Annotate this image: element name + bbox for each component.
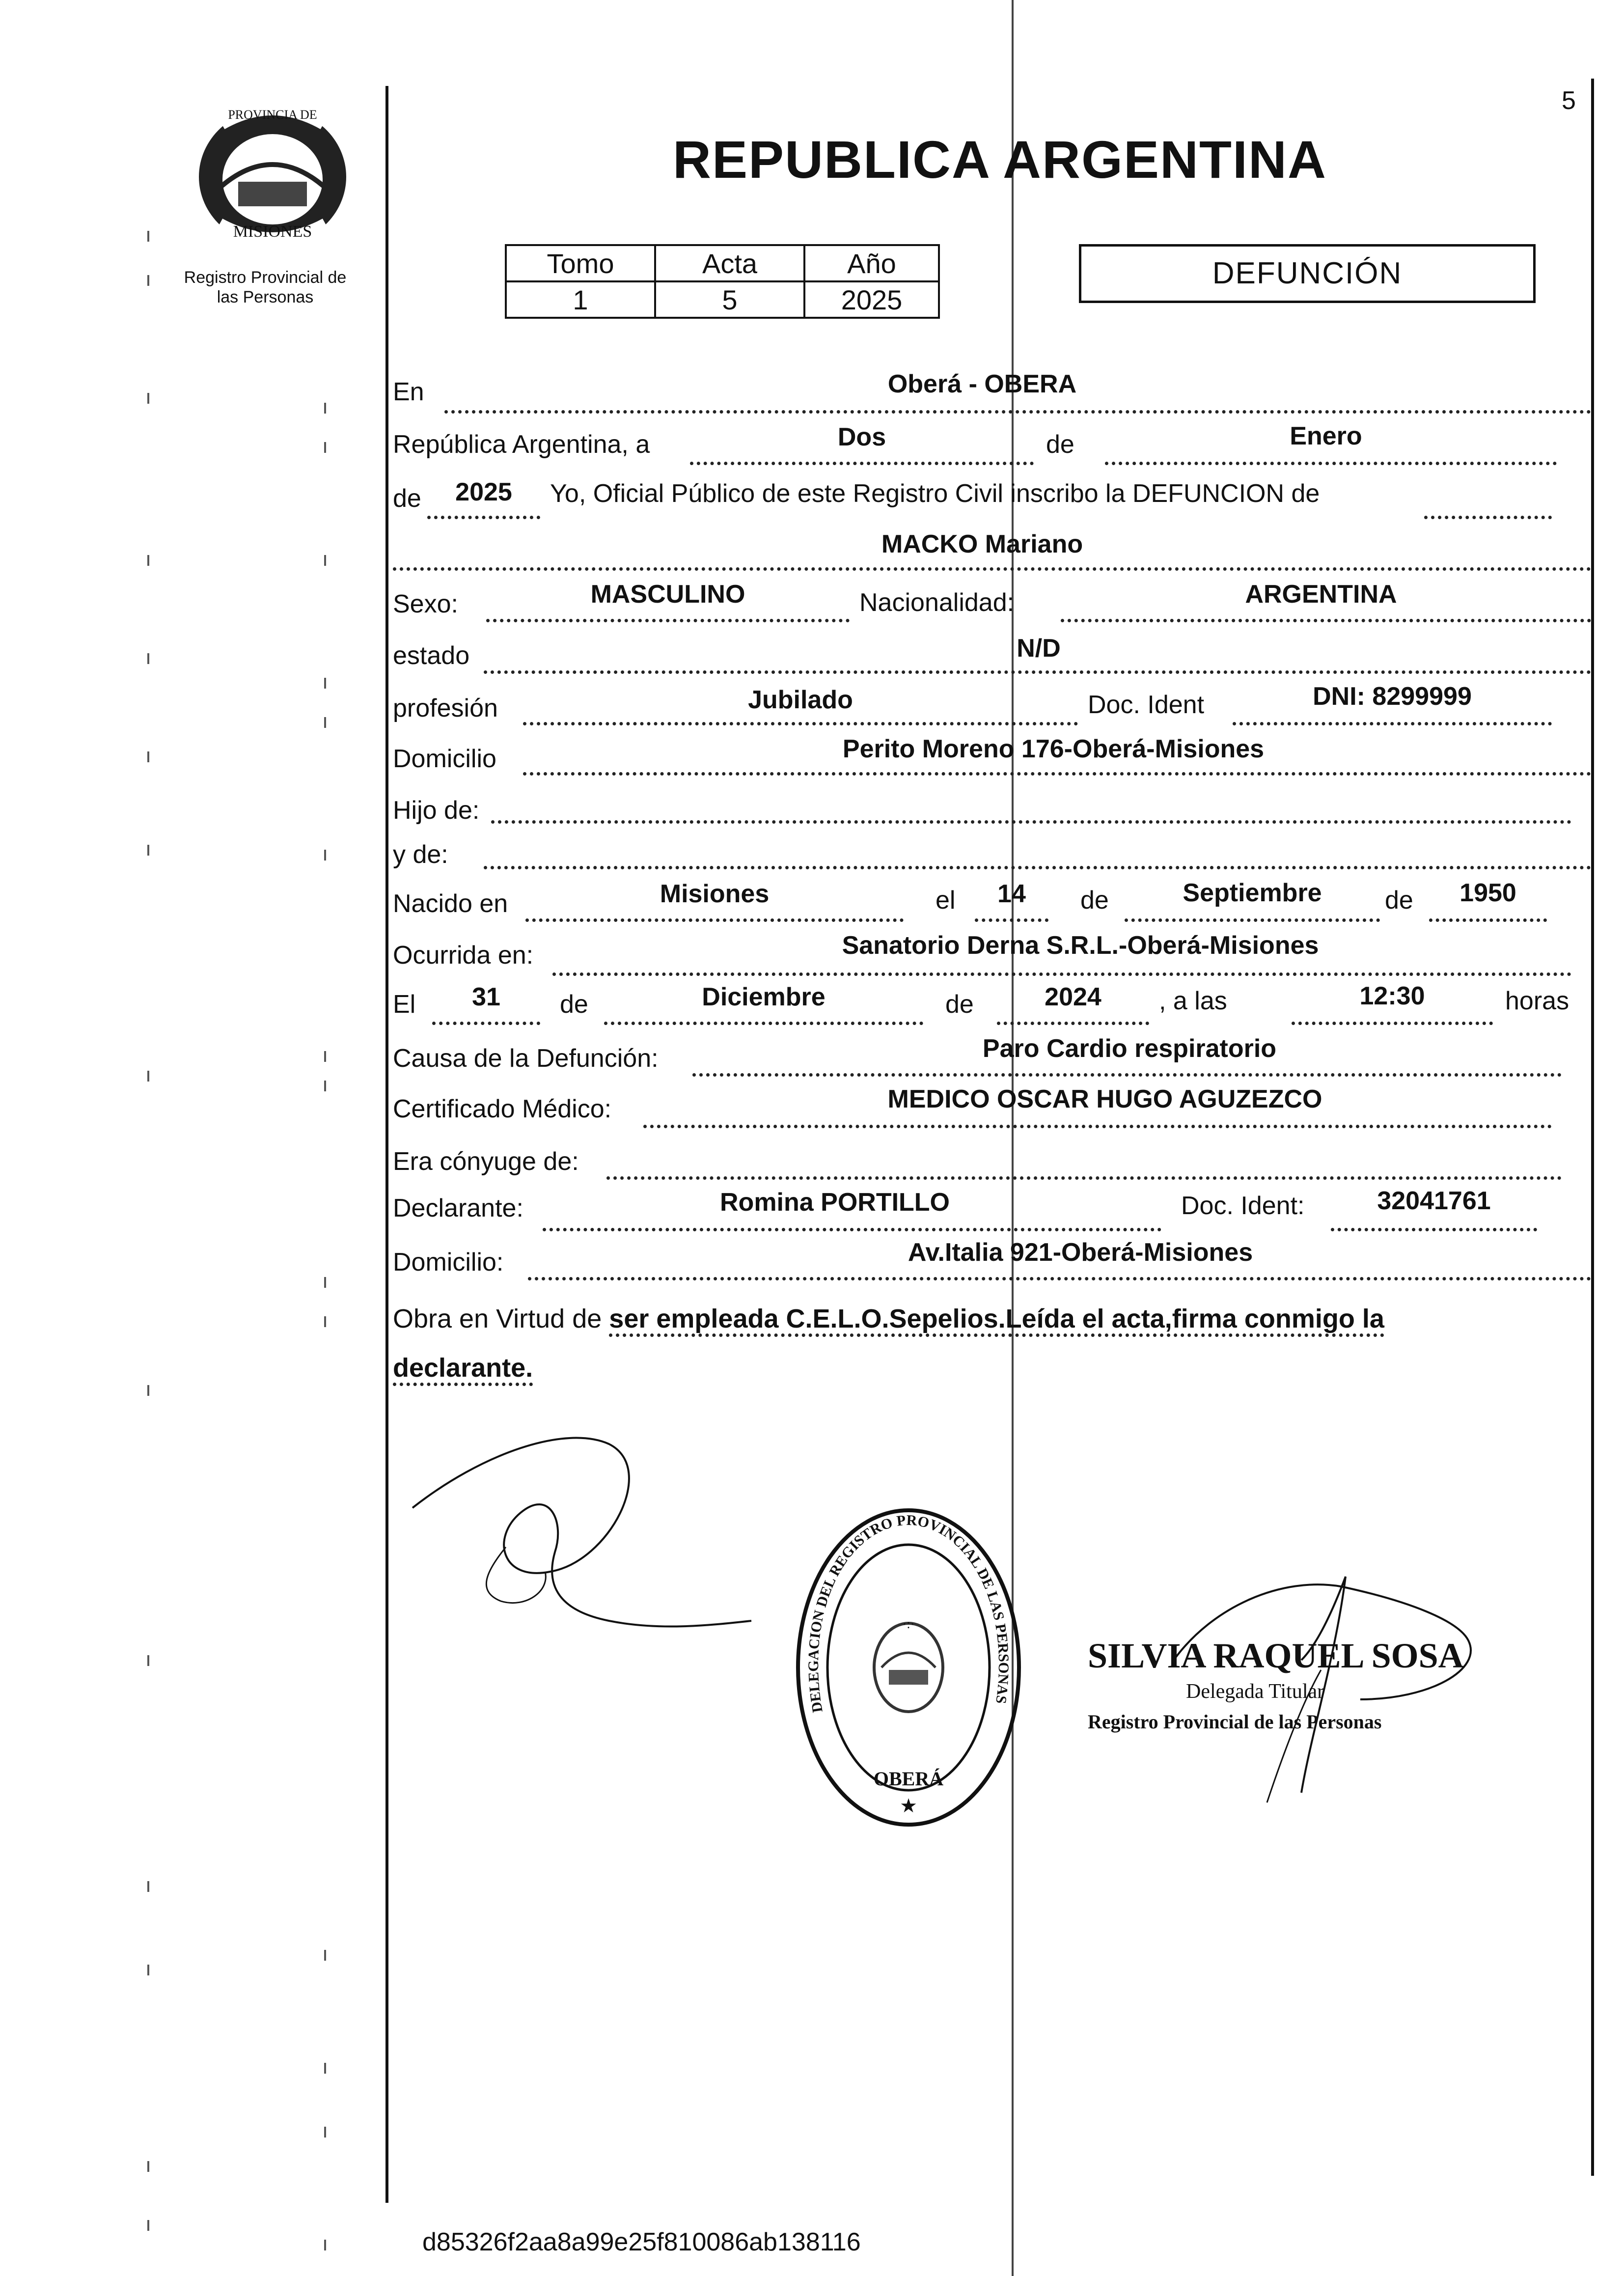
field-oficial-line xyxy=(1424,486,1552,519)
svg-text:PROVINCIA DE: PROVINCIA DE xyxy=(228,108,317,122)
label-y-de: y de: xyxy=(393,840,448,869)
field-certificado: MEDICO OSCAR HUGO AGUZEZCO xyxy=(887,1085,1322,1113)
field-anio: 2025 xyxy=(455,478,512,506)
label-causa: Causa de la Defunción: xyxy=(393,1044,659,1073)
field-dia: Dos xyxy=(837,423,886,451)
obra-en-virtud-paragraph xyxy=(393,1294,1606,1392)
record-type-box: DEFUNCIÓN xyxy=(1079,244,1536,303)
label-nacionalidad: Nacionalidad: xyxy=(859,588,1015,617)
label-domicilio: Domicilio xyxy=(393,745,496,773)
label-def-de: de xyxy=(560,990,588,1019)
field-nac-mes: Septiembre xyxy=(1183,879,1322,907)
record-table-value-anio: 2025 xyxy=(804,281,939,318)
label-conyuge: Era cónyuge de: xyxy=(393,1147,579,1176)
label-oficial: Yo, Oficial Público de este Registro Civil inscribo la DEFUNCION de xyxy=(550,479,1320,508)
label-doc-ident: Doc. Ident xyxy=(1088,691,1205,719)
official-role: Delegada Titular xyxy=(1186,1680,1324,1703)
declarant-signature xyxy=(403,1415,786,1660)
document-hash: d85326f2aa8a99e25f810086ab138116 xyxy=(422,2228,861,2256)
field-obra-text-2: declarante. xyxy=(393,1353,533,1386)
label-estado: estado xyxy=(393,641,470,670)
svg-text:MISIONES: MISIONES xyxy=(233,222,312,241)
field-nombre: MACKO Mariano xyxy=(881,530,1083,558)
field-nac-anio: 1950 xyxy=(1459,879,1516,907)
field-obra-text: ser empleada C.E.L.O.Sepelios.Leída el acta,firma conmigo la xyxy=(609,1304,1384,1337)
label-decl-domicilio: Domicilio: xyxy=(393,1248,504,1277)
label-republica: República Argentina, a xyxy=(393,430,650,459)
field-domicilio: Perito Moreno 176-Oberá-Misiones xyxy=(842,735,1265,763)
label-nac-de-2: de xyxy=(1385,886,1413,915)
svg-text:·:·: ·:· xyxy=(902,1617,915,1631)
field-conyuge-line xyxy=(606,1147,1562,1180)
misiones-coat-of-arms-logo xyxy=(192,93,354,255)
svg-text:OBERÁ: OBERÁ xyxy=(873,1768,944,1790)
label-decl-doc: Doc. Ident: xyxy=(1181,1192,1305,1220)
official-stamp xyxy=(793,1505,1024,1830)
label-profesion: profesión xyxy=(393,694,498,722)
label-def-de-2: de xyxy=(945,990,974,1019)
field-decl-doc: 32041761 xyxy=(1377,1187,1491,1215)
svg-text:DELEGACION DEL REGISTRO PROVIN: DELEGACION DEL REGISTRO PROVINCIAL DE LAS PERSONAS xyxy=(805,1512,1012,1714)
field-nac-dia: 14 xyxy=(997,880,1026,908)
field-sexo: MASCULINO xyxy=(590,580,745,609)
field-lugar: Oberá - OBERA xyxy=(887,370,1077,398)
registry-name: Registro Provincial de las Personas xyxy=(184,268,347,306)
record-table-value-tomo: 1 xyxy=(506,281,655,318)
official-office: Registro Provincial de las Personas xyxy=(1088,1711,1382,1733)
field-declarante: Romina PORTILLO xyxy=(720,1188,950,1217)
label-de: de xyxy=(1046,430,1074,459)
field-yde-line xyxy=(484,836,1591,869)
page-number: 5 xyxy=(1562,86,1576,115)
label-horas: horas xyxy=(1505,987,1569,1015)
record-table-header-anio: Año xyxy=(804,245,939,281)
label-El: El xyxy=(393,990,416,1019)
field-causa: Paro Cardio respiratorio xyxy=(982,1034,1277,1063)
label-en: En xyxy=(393,378,424,406)
label-nacido-en: Nacido en xyxy=(393,889,508,918)
field-def-dia: 31 xyxy=(472,983,500,1011)
label-hijo-de: Hijo de: xyxy=(393,796,480,825)
field-nacionalidad: ARGENTINA xyxy=(1245,580,1397,609)
label-declarante: Declarante: xyxy=(393,1194,523,1222)
label-nac-de: de xyxy=(1080,886,1109,915)
field-nacido-en: Misiones xyxy=(660,880,770,908)
record-table-header-acta: Acta xyxy=(655,245,804,281)
field-def-hora: 12:30 xyxy=(1359,982,1425,1010)
label-obra: Obra en Virtud de xyxy=(393,1304,602,1333)
left-margin-rule xyxy=(385,86,388,2203)
fold-line xyxy=(1012,0,1014,2276)
svg-text:★: ★ xyxy=(900,1795,917,1817)
record-table-value-acta: 5 xyxy=(655,281,804,318)
record-table xyxy=(505,244,940,319)
label-anio-de: de xyxy=(393,484,421,513)
label-el: el xyxy=(936,886,956,915)
right-margin-rule xyxy=(1591,79,1594,2176)
label-ocurrida-en: Ocurrida en: xyxy=(393,941,534,970)
label-a-las: , a las xyxy=(1159,987,1227,1015)
field-profesion: Jubilado xyxy=(748,686,853,714)
document-title: REPUBLICA ARGENTINA xyxy=(673,130,1327,189)
label-sexo: Sexo: xyxy=(393,590,458,618)
field-def-anio: 2024 xyxy=(1045,983,1101,1011)
field-estado: N/D xyxy=(1017,634,1061,663)
official-name: SILVIA RAQUEL SOSA xyxy=(1088,1636,1464,1675)
field-doc: DNI: 8299999 xyxy=(1313,682,1472,711)
record-table-header-tomo: Tomo xyxy=(506,245,655,281)
field-def-mes: Diciembre xyxy=(702,983,826,1011)
field-decl-domicilio: Av.Italia 921-Oberá-Misiones xyxy=(908,1238,1253,1267)
field-ocurrida: Sanatorio Derna S.R.L.-Oberá-Misiones xyxy=(842,931,1319,960)
field-hijo-line xyxy=(491,791,1571,824)
label-certificado: Certificado Médico: xyxy=(393,1095,612,1123)
field-mes: Enero xyxy=(1290,422,1362,450)
